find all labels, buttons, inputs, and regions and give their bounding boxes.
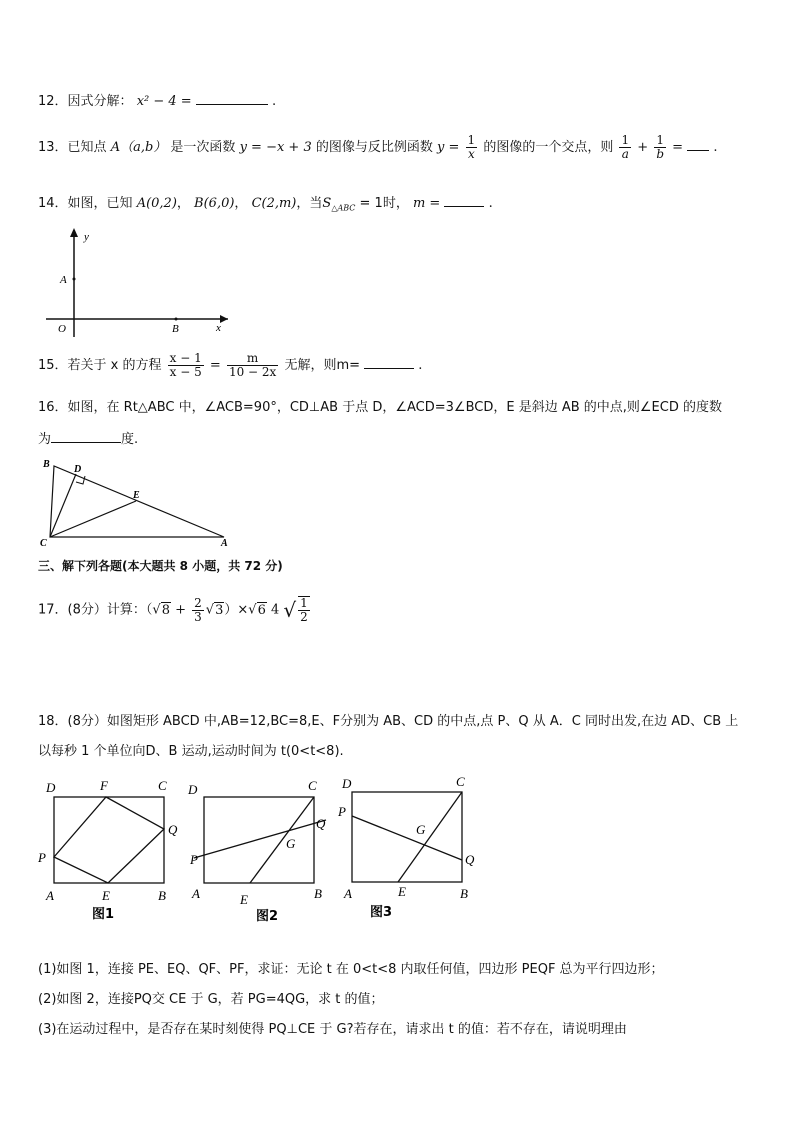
section-3-heading: 三、解下列各题(本大题共 8 小题，共 72 分) [38, 559, 283, 573]
fig3-label-d: D [342, 776, 352, 791]
q16-triangle-figure [38, 456, 248, 546]
q13-fraction-1-over-a: $\frac{1}{a}$ [621, 133, 630, 161]
q14-m-equals: m = [412, 196, 441, 211]
point-e-label: E [133, 490, 140, 501]
fig3-label-e: E [398, 884, 406, 899]
point-d-label: D [74, 464, 82, 475]
q14-label: 14．如图，已知 [38, 196, 133, 211]
q17-radical-icon: √ [283, 598, 297, 622]
fig2-label-g: G [286, 836, 296, 851]
fig1-rectangle [54, 797, 164, 883]
fig1-label-a: A [46, 888, 54, 903]
q13-linear-function: y = −x + 3 [239, 140, 312, 155]
q13-plus: + [637, 140, 649, 155]
q15-right-fraction: $\frac{m}{10 - 2x}$ [228, 351, 277, 379]
question-18-part-1: (1)如图 1，连接 PE、EQ、QF、PF，求证：无论 t 在 0<t<8 内取任何值，四边形 PEQF 总为平行四边形； [38, 962, 664, 977]
q14-condition-post: = 1时， [355, 196, 409, 211]
question-18-line-2: 以每秒 1 个单位向D、B 运动,运动时间为 t(0<t<8). [38, 744, 344, 759]
question-17: 17．(8分）计算：（√8 + $\frac{2}{3}$ √3）×√6 4 √ $\frac{1}{2}$ [38, 595, 308, 624]
fig3-label-q: Q [465, 852, 475, 867]
question-12 [38, 90, 276, 109]
fig1-label-p: P [38, 850, 46, 865]
fig3-label-a: A [344, 886, 352, 901]
q17-fraction-2-3: $\frac{2}{3}$ [194, 595, 202, 624]
q16-line2-pre: 为 [38, 432, 52, 447]
q13-label: 13．已知点 [38, 140, 107, 155]
origin-label: O [58, 323, 66, 335]
question-16-line-1: 16．如图，在 Rt△ABC 中，∠ACB=90°，CD⊥AB 于点 D，∠ACD=3∠BCD，E 是斜边 AB 的中点,则∠ECD 的度数 [38, 400, 722, 415]
fig2-label-q: Q [316, 816, 326, 831]
fig1-label-e: E [102, 888, 110, 903]
q13-text-1: 是一次函数 [170, 140, 236, 155]
fig2-label-b: B [314, 886, 322, 901]
figure-3 [337, 774, 475, 920]
q14-answer-blank[interactable] [444, 194, 484, 207]
q13-text-3: 的图像的一个交点，则 [483, 140, 614, 155]
vertex-c-label: C [40, 538, 47, 546]
q13-fraction-1-over-b: $\frac{1}{b}$ [656, 133, 664, 161]
y-axis-arrow-icon [70, 228, 78, 237]
figure-2 [187, 778, 326, 924]
fig2-label-c: C [308, 778, 317, 793]
question-18-line-1: 18．(8分）如图矩形 ABCD 中,AB=12,BC=8,E、F分别为 AB、CD 的中点,点 P、Q 从 A．C 同时出发,在边 AD、CB 上 [38, 714, 739, 729]
q13-y-equals: y = [437, 140, 460, 155]
fig1-label-d: D [46, 780, 56, 795]
fig1-label-f: F [100, 778, 108, 793]
point-b-dot [175, 318, 178, 321]
fig2-segment-ec [250, 797, 314, 883]
q17-sqrt-8: 8 [161, 602, 170, 618]
q13-inverse-fraction: $\frac{1}{x}$ [467, 133, 476, 161]
q14-coordinate-figure [38, 224, 238, 342]
q12-answer-blank[interactable] [196, 92, 268, 105]
q17-close: ）× [224, 602, 249, 618]
q17-four: 4 [271, 602, 280, 618]
fig1-label-q: Q [168, 822, 178, 837]
q18-figures [36, 772, 496, 932]
vertex-a-label: A [221, 538, 228, 546]
fig2-segment-pq [194, 820, 326, 858]
fig3-label-c: C [456, 774, 465, 789]
point-a-dot [73, 278, 76, 281]
figure-1 [37, 778, 178, 922]
q15-label: 15．若关于 x 的方程 [38, 358, 162, 373]
q14-condition-pre: ，当 [296, 196, 323, 211]
q13-period: . [713, 140, 718, 155]
fig3-label-p: P [338, 804, 346, 819]
point-a-label: A [60, 274, 67, 286]
x-axis-arrow-icon [220, 315, 228, 323]
question-13 [38, 134, 717, 161]
q17-sqrt-3: 3 [215, 602, 224, 618]
fig2-label-a: A [192, 886, 200, 901]
vertex-b-label: B [43, 459, 50, 470]
question-15 [38, 352, 422, 379]
fig3-label-g: G [416, 822, 426, 837]
q12-period: . [271, 94, 277, 109]
q13-answer-blank[interactable] [687, 138, 709, 151]
q15-answer-blank[interactable] [364, 356, 414, 369]
fig2-label-e: E [240, 892, 248, 907]
question-14: 14．如图，已知 A(0,2)， B(6,0)， C(2,m)，当$S_{\triangle ABC} = 1$时， m = . [38, 196, 493, 213]
fig1-quadrilateral-pequ [54, 797, 164, 883]
q15-equals: = [209, 358, 221, 373]
q15-left-fraction: $\frac{x - 1}{x - 5}$ [169, 351, 202, 379]
q16-line2-post: 度. [121, 432, 139, 447]
question-18-part-3: (3)在运动过程中，是否存在某时刻使得 PQ⊥CE 于 G?若存在，请求出 t 的值：若不存在，请说明理由 [38, 1022, 627, 1037]
q14-period: . [488, 196, 493, 211]
q14-area-symbol: S [322, 196, 332, 211]
q17-fraction-1-2: $\frac{1}{2}$ [300, 596, 308, 624]
fig1-caption: 图1 [92, 907, 115, 922]
q15-text-post: 无解，则m= [284, 358, 360, 373]
q15-period: . [418, 358, 423, 373]
q13-text-2: 的图像与反比例函数 [315, 140, 433, 155]
q12-label: 12．因式分解： [38, 94, 133, 109]
point-b-label: B [172, 323, 179, 335]
q14-area-subscript: △ABC [331, 203, 356, 213]
q14-point-c: C(2,m) [251, 196, 297, 211]
q17-label: 17．(8分）计算：（ [38, 602, 153, 618]
question-18-part-2: (2)如图 2，连接PQ交 CE 于 G，若 PG=4QG，求 t 的值； [38, 992, 384, 1007]
q13-equals: = [672, 140, 684, 155]
fig1-label-b: B [158, 888, 166, 903]
fig3-label-b: B [460, 886, 468, 901]
y-axis-label: y [84, 231, 89, 243]
fig3-segment-pq [352, 816, 462, 860]
fig3-caption: 图3 [370, 905, 393, 920]
q17-sqrt-6: 6 [257, 602, 266, 618]
q17-plus: + [175, 602, 187, 618]
q12-expression: x² − 4 = [136, 94, 192, 109]
fig2-label-d: D [188, 782, 198, 797]
q14-point-b: B(6,0) [194, 196, 235, 211]
q14-point-a: A(0,2) [136, 196, 177, 211]
x-axis-label: x [216, 322, 221, 334]
fig2-caption: 图2 [256, 909, 279, 924]
question-16-line-2 [38, 428, 138, 447]
fig1-label-c: C [158, 778, 167, 793]
fig3-segment-ec [398, 792, 462, 882]
q13-point: A（a,b） [110, 140, 167, 155]
q16-answer-blank[interactable] [51, 430, 121, 443]
fig2-label-p: P [190, 852, 198, 867]
